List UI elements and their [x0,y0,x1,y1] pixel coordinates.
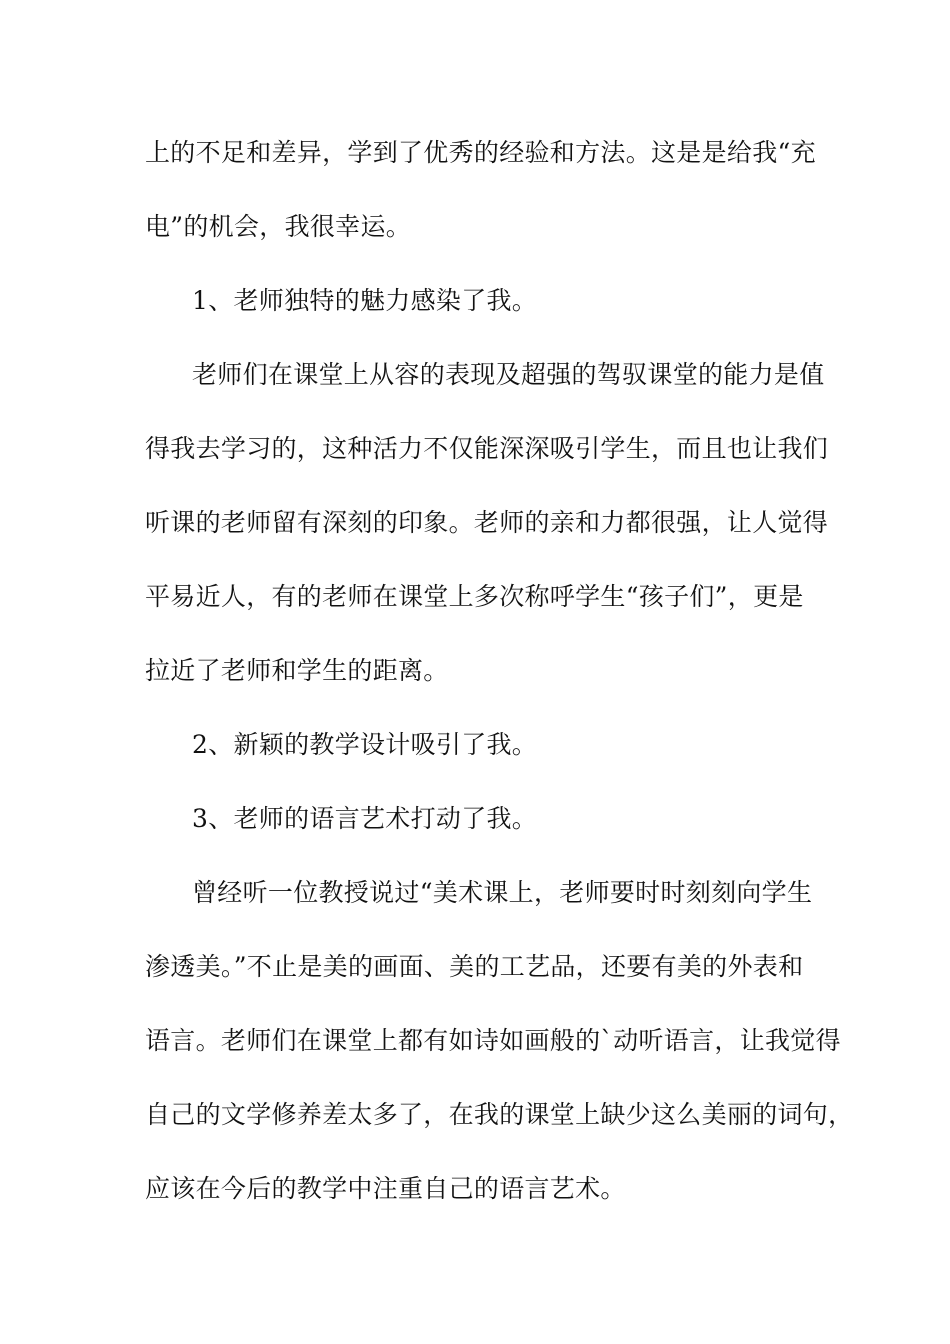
text-line: 自己的文学修养差太多了，在我的课堂上缺少这么美丽的词句， [145,1100,854,1129]
paragraph-first-line: 老师们在课堂上从容的表现及超强的驾驭课堂的能力是值 [192,360,825,389]
text-line: 平易近人，有的老师在课堂上多次称呼学生“孩子们”，更是 [145,582,804,611]
text-line: 上的不足和差异，学到了优秀的经验和方法。这是是给我“充 [145,138,816,167]
list-item-heading: 1、老师独特的魅力感染了我。 [192,286,538,315]
text-line: 语言。老师们在课堂上都有如诗如画般的`动听语言，让我觉得 [145,1026,841,1055]
text-line: 应该在今后的教学中注重自己的语言艺术。 [145,1174,626,1203]
list-item-heading: 3、老师的语言艺术打动了我。 [192,804,538,833]
text-line: 电”的机会，我很幸运。 [145,212,412,241]
paragraph-first-line: 曾经听一位教授说过“美术课上，老师要时时刻刻向学生 [192,878,813,907]
text-line: 得我去学习的，这种活力不仅能深深吸引学生，而且也让我们 [145,434,829,463]
text-line: 渗透美。”不止是美的画面、美的工艺品，还要有美的外表和 [145,952,804,981]
text-line: 拉近了老师和学生的距离。 [145,656,449,685]
list-item-heading: 2、新颖的教学设计吸引了我。 [192,730,538,759]
text-line: 听课的老师留有深刻的印象。老师的亲和力都很强，让人觉得 [145,508,829,537]
